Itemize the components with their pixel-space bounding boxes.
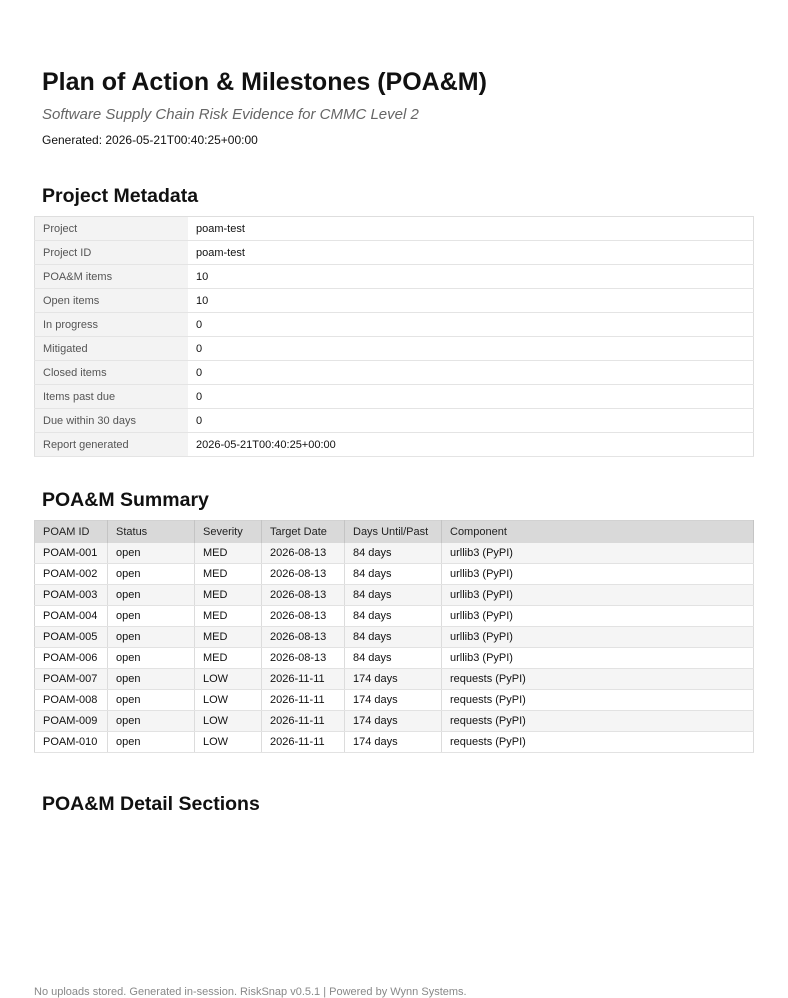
metadata-key: In progress [35,313,189,337]
table-cell: LOW [195,711,262,732]
table-cell: 174 days [345,690,442,711]
table-cell: 2026-11-11 [262,669,345,690]
table-cell: MED [195,564,262,585]
table-row [35,690,754,711]
metadata-key: POA&M items [35,265,189,289]
table-row [35,585,754,606]
table-cell: open [108,732,195,753]
table-cell: open [108,648,195,669]
table-cell: urllib3 (PyPI) [442,606,754,627]
page-subtitle: Software Supply Chain Risk Evidence for CMMC Level 2 [42,106,419,123]
table-cell: 84 days [345,564,442,585]
metadata-value: 0 [188,409,754,433]
table-cell: POAM-007 [35,669,108,690]
metadata-row [35,361,754,385]
metadata-row [35,217,754,241]
metadata-value: poam-test [188,217,754,241]
table-cell: urllib3 (PyPI) [442,564,754,585]
summary-column-header: Status [108,521,195,543]
poam-summary-header [35,521,754,543]
table-cell: POAM-001 [35,543,108,564]
metadata-key: Due within 30 days [35,409,189,433]
table-cell: open [108,711,195,732]
metadata-key: Project [35,217,189,241]
table-cell: MED [195,627,262,648]
table-cell: MED [195,585,262,606]
table-cell: 2026-08-13 [262,543,345,564]
summary-column-header: POAM ID [35,521,108,543]
table-cell: 2026-11-11 [262,732,345,753]
table-cell: LOW [195,669,262,690]
poam-summary-table [34,520,754,753]
table-cell: 2026-08-13 [262,627,345,648]
metadata-row [35,241,754,265]
metadata-value: poam-test [188,241,754,265]
table-cell: MED [195,543,262,564]
table-cell: MED [195,648,262,669]
table-cell: POAM-004 [35,606,108,627]
table-cell: 84 days [345,648,442,669]
table-cell: requests (PyPI) [442,711,754,732]
table-row [35,564,754,585]
table-cell: requests (PyPI) [442,669,754,690]
table-cell: LOW [195,732,262,753]
project-metadata-table [34,216,754,457]
table-cell: requests (PyPI) [442,732,754,753]
metadata-row [35,337,754,361]
table-cell: 84 days [345,606,442,627]
metadata-value: 10 [188,289,754,313]
table-cell: POAM-002 [35,564,108,585]
table-cell: 2026-08-13 [262,606,345,627]
table-cell: 84 days [345,627,442,648]
table-cell: open [108,564,195,585]
table-cell: 174 days [345,732,442,753]
table-row [35,648,754,669]
metadata-key: Project ID [35,241,189,265]
table-cell: POAM-005 [35,627,108,648]
table-cell: POAM-008 [35,690,108,711]
table-cell: 174 days [345,711,442,732]
metadata-key: Items past due [35,385,189,409]
metadata-row [35,289,754,313]
poam-summary-body [35,543,754,753]
metadata-row [35,409,754,433]
table-cell: open [108,669,195,690]
project-metadata-heading: Project Metadata [42,185,199,207]
table-cell: POAM-006 [35,648,108,669]
summary-column-header: Severity [195,521,262,543]
generated-timestamp: Generated: 2026-05-21T00:40:25+00:00 [42,133,258,147]
table-cell: POAM-009 [35,711,108,732]
project-metadata-body [35,217,754,457]
table-cell: 174 days [345,669,442,690]
metadata-value: 0 [188,313,754,337]
table-cell: open [108,627,195,648]
table-cell: requests (PyPI) [442,690,754,711]
table-cell: POAM-003 [35,585,108,606]
table-row [35,606,754,627]
table-cell: LOW [195,690,262,711]
table-row [35,627,754,648]
metadata-key: Mitigated [35,337,189,361]
table-cell: 2026-11-11 [262,690,345,711]
metadata-row [35,265,754,289]
summary-column-header: Days Until/Past [345,521,442,543]
metadata-key: Open items [35,289,189,313]
poam-detail-heading: POA&M Detail Sections [42,793,260,815]
metadata-value: 0 [188,361,754,385]
table-row [35,543,754,564]
metadata-value: 0 [188,337,754,361]
table-cell: 84 days [345,585,442,606]
table-cell: MED [195,606,262,627]
metadata-value: 10 [188,265,754,289]
metadata-row [35,433,754,457]
table-cell: urllib3 (PyPI) [442,627,754,648]
summary-column-header: Component [442,521,754,543]
page-footer: No uploads stored. Generated in-session. RiskSnap v0.5.1 | Powered by Wynn Systems. [34,986,467,998]
table-cell: open [108,543,195,564]
summary-column-header: Target Date [262,521,345,543]
table-cell: 2026-08-13 [262,648,345,669]
metadata-key: Closed items [35,361,189,385]
poam-summary-heading: POA&M Summary [42,489,209,511]
table-row [35,732,754,753]
table-cell: urllib3 (PyPI) [442,543,754,564]
table-cell: urllib3 (PyPI) [442,585,754,606]
table-cell: 2026-11-11 [262,711,345,732]
table-cell: 84 days [345,543,442,564]
metadata-value: 2026-05-21T00:40:25+00:00 [188,433,754,457]
table-cell: urllib3 (PyPI) [442,648,754,669]
page-title: Plan of Action & Milestones (POA&M) [42,68,487,96]
table-cell: POAM-010 [35,732,108,753]
table-row [35,669,754,690]
table-cell: open [108,606,195,627]
summary-header-row [35,521,754,543]
table-cell: open [108,690,195,711]
table-cell: 2026-08-13 [262,564,345,585]
metadata-row [35,313,754,337]
metadata-row [35,385,754,409]
table-row [35,711,754,732]
metadata-key: Report generated [35,433,189,457]
table-cell: open [108,585,195,606]
metadata-value: 0 [188,385,754,409]
table-cell: 2026-08-13 [262,585,345,606]
